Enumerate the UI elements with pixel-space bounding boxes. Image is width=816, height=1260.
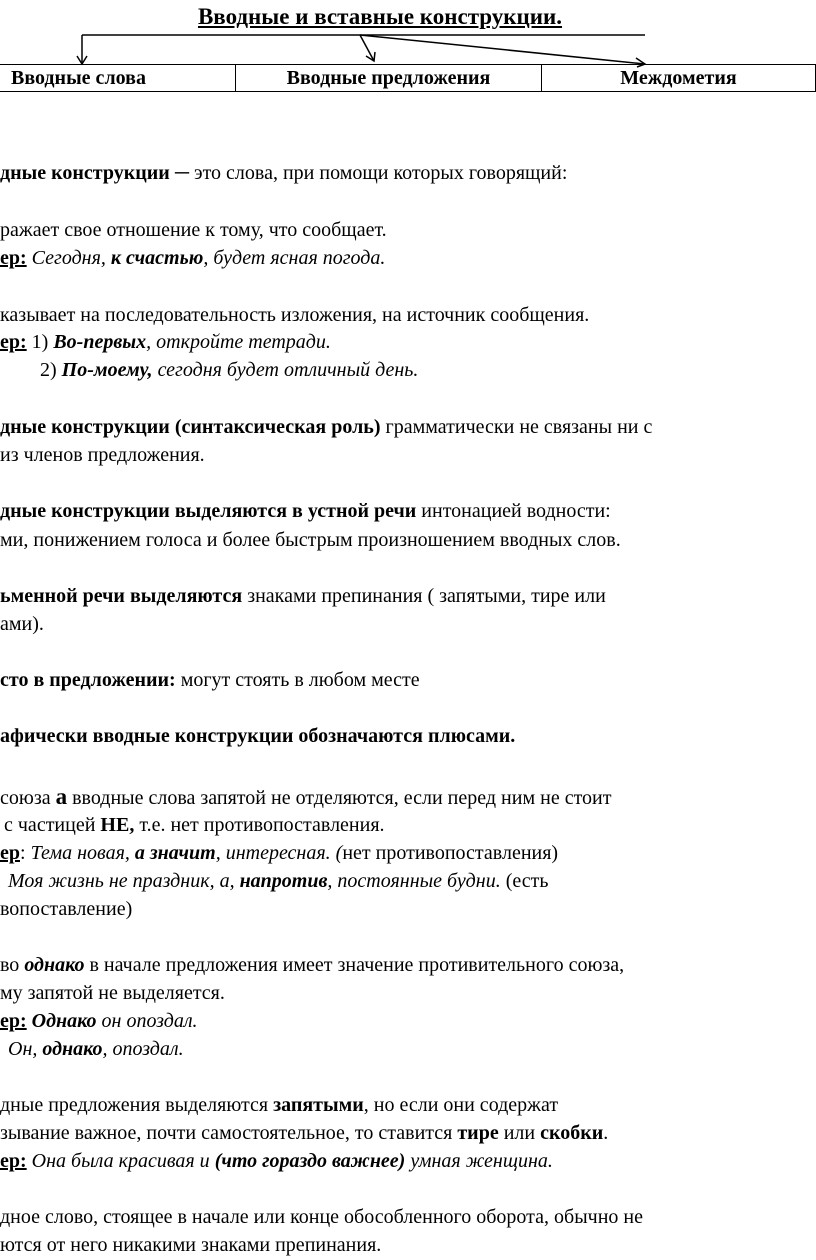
text-line: ются от него никакими знаками препинания. [0, 1234, 382, 1256]
text-line: ами). [0, 613, 44, 635]
text-line: 2) По-моему, сегодня будет отличный день. [40, 359, 419, 381]
text-line: дные конструкции выделяются в устной речи интонацией водности: [0, 500, 611, 522]
text-line: му запятой не выделяется. [0, 982, 225, 1004]
diagram-arrows [0, 28, 816, 68]
text-line: дные предложения выделяются запятыми, но если они содержат [0, 1094, 559, 1116]
text-line: Моя жизнь не праздник, а, напротив, постоянные будни. (есть [8, 870, 549, 892]
page-title: Вводные и вставные конструкции. [197, 4, 563, 29]
text-line: ер: 1) Во-первых, откройте тетради. [0, 331, 331, 353]
text-line: с частицей НЕ, т.е. нет противопоставления. [4, 814, 385, 836]
table-cell-interjections: Междометия [620, 67, 737, 89]
text-line: казывает на последовательность изложения, на источник сообщения. [0, 304, 590, 326]
text-line: во однако в начале предложения имеет значение противительного союза, [0, 954, 625, 976]
categories-table [0, 64, 816, 92]
text-line: сто в предложении: могут стоять в любом месте [0, 669, 420, 691]
table-cell-introductory-sentences: Вводные предложения [236, 65, 542, 91]
text-line: зывание важное, почти самостоятельное, то ставится тире или скобки. [0, 1122, 609, 1144]
text-line: союза а вводные слова запятой не отделяются, если перед ним не стоит [0, 784, 612, 809]
text-line: дное слово, стоящее в начале или конце обособленного оборота, обычно не [0, 1206, 643, 1228]
text-line: ми, понижением голоса и более быстрым произношением вводных слов. [0, 529, 621, 551]
text-line: Он, однако, опоздал. [8, 1038, 184, 1060]
text-line: ер: Сегодня, к счастью, будет ясная погода. [0, 247, 386, 269]
table-cell-introductory-words: Вводные слова [0, 65, 236, 91]
text-line: ер: Однако он опоздал. [0, 1010, 198, 1032]
text-line: ер: Тема новая, а значит, интересная. (нет противопоставления) [0, 842, 559, 864]
text-line: ражает свое отношение к тому, что сообщает. [0, 219, 387, 241]
text-line: вопоставление) [0, 898, 133, 920]
text-line: дные конструкции ─ это слова, при помощи которых говорящий: [0, 162, 568, 184]
text-line: афически вводные конструкции обозначаются плюсами. [0, 725, 516, 747]
text-line: дные конструкции (синтаксическая роль) грамматически не связаны ни с [0, 416, 653, 438]
text-line: ер: Она была красивая и (что гораздо важнее) умная женщина. [0, 1150, 553, 1172]
text-line: из членов предложения. [0, 444, 205, 466]
text-line: ьменной речи выделяются знаками препинания ( запятыми, тире или [0, 585, 606, 607]
